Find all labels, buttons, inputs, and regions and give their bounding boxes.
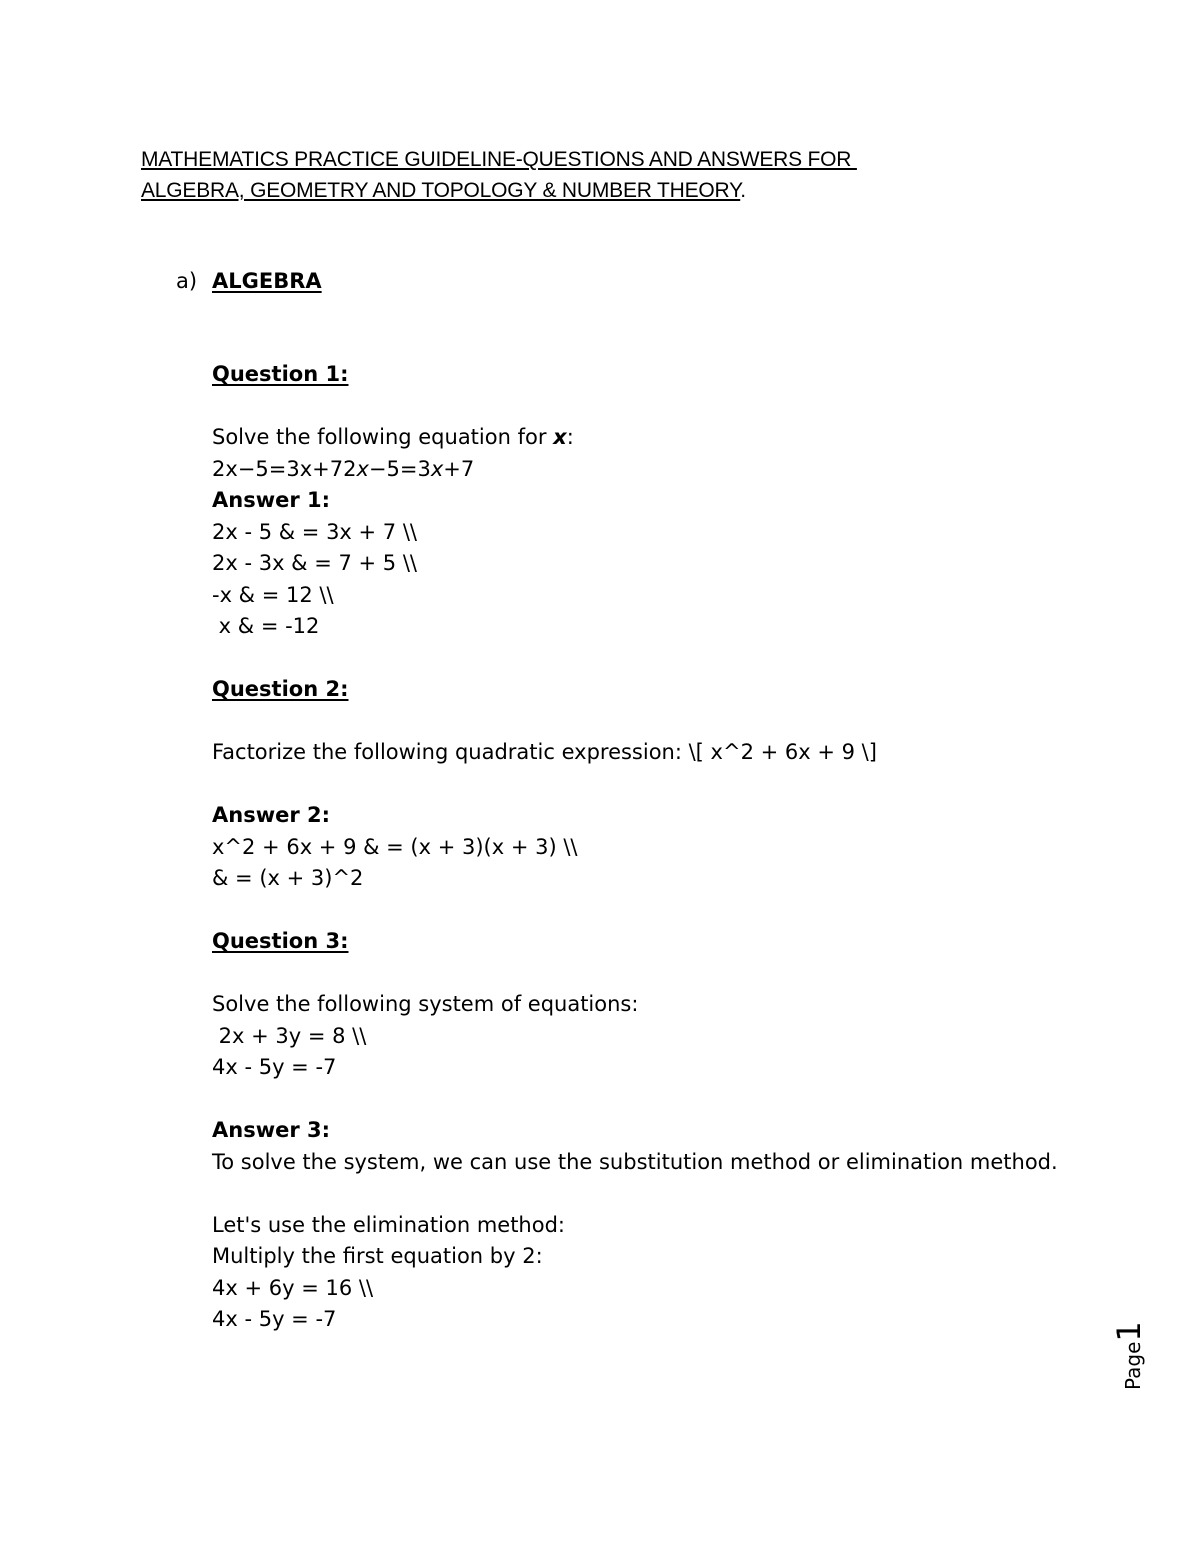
question-2-heading: Question 2: bbox=[212, 677, 349, 701]
step-equation: 4x - 5y = -7 bbox=[212, 1307, 337, 1331]
question-3-line bbox=[212, 926, 1092, 958]
answer-2-step: & = (x + 3)^2 bbox=[212, 866, 364, 890]
question-2-prompt: Factorize the following quadratic expression: \[ x^2 + 6x + 9 \] bbox=[212, 740, 877, 764]
step-equation: 4x + 6y = 16 \\ bbox=[212, 1275, 374, 1300]
answer-3-line bbox=[212, 1115, 1092, 1147]
question-3-prompt: Solve the following system of equations: bbox=[212, 992, 639, 1016]
question-1-heading: Question 1: bbox=[212, 362, 349, 386]
equation-math bbox=[356, 457, 474, 481]
answer-2-step: x^2 + 6x + 9 & = (x + 3)(x + 3) \\ bbox=[212, 834, 578, 859]
answer-1-step: 2x - 3x & = 7 + 5 \\ bbox=[212, 551, 417, 575]
title-line-2: ALGEBRA, GEOMETRY AND TOPOLOGY & NUMBER THEORY. bbox=[141, 179, 746, 202]
page-number-value: 1 bbox=[1110, 1321, 1148, 1342]
answer-2-heading: Answer 2: bbox=[212, 803, 331, 827]
answer-3-heading: Answer 3: bbox=[212, 1118, 331, 1142]
question-3-heading: Question 3: bbox=[212, 929, 349, 953]
page-number-label: Page bbox=[1121, 1341, 1145, 1390]
system-equation: 4x - 5y = -7 bbox=[212, 1055, 337, 1079]
question-1-line bbox=[212, 359, 1092, 391]
document-title bbox=[141, 144, 1041, 206]
answer-3-step-label: Multiply the first equation by 2: bbox=[212, 1244, 543, 1268]
section-heading bbox=[176, 266, 322, 296]
math-variable: x bbox=[430, 456, 444, 481]
answer-1-line bbox=[212, 485, 1092, 517]
math-variable: x bbox=[356, 456, 369, 481]
system-equation: 2x + 3y = 8 \\ bbox=[212, 1023, 367, 1048]
answer-1-step: 2x - 5 & = 3x + 7 \\ bbox=[212, 519, 417, 544]
answer-1-step: -x & = 12 \\ bbox=[212, 582, 334, 607]
answer-3-intro: To solve the system, we can use the substitution method or elimination method. bbox=[212, 1149, 1058, 1174]
math-text: −5=3 bbox=[368, 456, 431, 481]
question-1-prompt: Solve the following equation for x: bbox=[212, 425, 574, 449]
section-name: ALGEBRA bbox=[212, 269, 322, 293]
answer-3-method: Let's use the elimination method: bbox=[212, 1212, 565, 1237]
answer-2-line bbox=[212, 800, 1092, 832]
document-body bbox=[212, 359, 1092, 1336]
prompt-variable: x bbox=[553, 425, 567, 449]
section-marker: a) bbox=[176, 269, 198, 293]
answer-1-step: x & = -12 bbox=[212, 614, 320, 638]
page-number bbox=[1090, 1300, 1170, 1400]
answer-1-heading: Answer 1: bbox=[212, 488, 331, 512]
math-text: +7 bbox=[443, 456, 475, 481]
question-1-equation: 2x−5=3x+72x−5=3x+7 bbox=[212, 456, 475, 481]
question-2-line bbox=[212, 674, 1092, 706]
title-line-1: MATHEMATICS PRACTICE GUIDELINE-QUESTIONS AND ANSWERS FOR bbox=[141, 148, 857, 171]
